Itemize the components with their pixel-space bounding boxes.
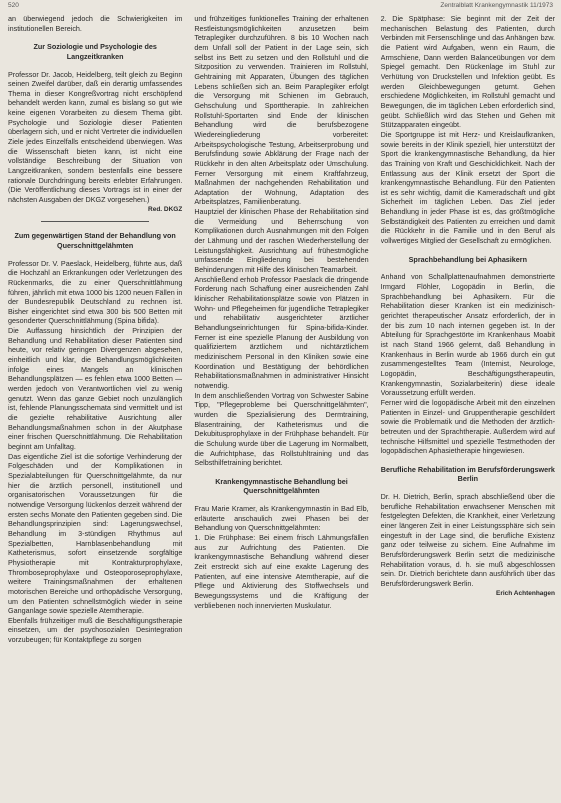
divider: [41, 221, 149, 222]
column-1: [8, 14, 182, 799]
paragraph: an überwiegend jedoch die Schwierigkeiten im institutionellen Bereich.: [8, 14, 183, 33]
section-heading: Berufliche Rehabilitation im Berufsförderungswerk Berlin: [380, 464, 555, 484]
paragraph: Professor Dr. Jacob, Heidelberg, teilt gleich zu Beginn seinen Zweifel darüber, daß ein derartig umfassendes Thema in dieser Kongreßvortrag nicht erschöpfend behandelt werden kann, zumal es bislang so gut wie keine eigenen Vorarbeiten zu diesem Thema gibt. Psychologie und Soziologie dieser Patienten überlagern sich, und er nicht Vertreter die individuellen Ziele jedes Einzelfalls entscheidend überwiegen. Was die Wissenschaft bieten kann, ist nicht eine vollständige Beschreibung der Situation von Langzeitkranken, sondern bestenfalls eine bessere rationale Durchdringung bereits erlebter Erfahrungen. (Die Veröffentlichung dieses Vortrags ist in einer der nächsten Ausgaben der DKGZ vorgesehen.): [8, 69, 183, 205]
section-heading: Zum gegenwärtigen Stand der Behandlung von Querschnittgelähmten: [14, 231, 176, 250]
column-3: [381, 14, 555, 799]
paragraph: 1. Die Frühphase: Bei einem frisch Lähmungsfällen aus zur Aufrichtung des Patienten. Die krankengymnastische Behandlung während dieser Zeit erstreckt sich auf eine exakte Lagerung des Patienten, auf eine intensive Atemtherapie, auf die Pflege und Aktivierung des Stoffwechsels und Bewegungssystems und die Kräftigung der verbliebenen noch innervierten Muskulatur.: [194, 533, 369, 610]
signature: Red. DKGZ: [148, 205, 183, 213]
section-heading: Krankengymnastische Behandlung bei Querschnittgelähmten: [215, 476, 348, 496]
text-columns: [8, 14, 555, 799]
paragraph: Das eigentliche Ziel ist die sofortige Verhinderung der Folgeschäden und der Komplikationen in Spezialabteilungen für Querschnittgelähmte, da nur hier die ärztlich personell, institutionell und organisatorischen Voraussetzungen für die notwendige Versorgung lückenlos derzeit während der ersten sechs Monate den Patienten gegeben sind. Die Behandlungsprinzipien sind: Lagerungswechsel, Behandlung im 3-stündigen Rhythmus auf Spezialbetten, Harnblasenbehandlung mit Katheterismus, sofort einsetzende sorgfältige Physiotherapie mit Kontrakturprophylaxe, Thromboseprophylaxe und Osteoporoseprophylaxe, weitere Trainingsmaßnahmen der erhaltenen motorischen Bereiche und orthopädische Versorgung, um den Patienten schnellstmöglich wieder in seine Ganganlage sowie spezielle Atemtherapie.: [8, 451, 183, 616]
page-header: [8, 2, 553, 12]
paragraph: Anschließend erhob Professor Paeslack die dringende Forderung nach Schaffung einer ausreichenden Zahl klinischer Rehabilitationsplätze sowie von Plätzen in Wohn- und Pflegeheimen für jugendliche Tetraplegiker und rehabilitativ ausgerichteter ärztlicher Behandlungseinrichtungen für Spina-bifida-Kinder. Ferner ist eine spezielle Planung der Ausbildung von qualifiziertem ärztlichem und nichtärztlichem medizinischem Personal in den Kliniken sowie eine Koordination und Bestätigung der behördlichen Rehabilitationsmaßnahmen in administrativer Hinsicht notwendig.: [194, 274, 369, 390]
column-2: [194, 14, 368, 799]
paragraph: Die Sportgruppe ist mit Herz- und Kreislaufkranken, sowie bereits in der Klinik speziell, hier unterstützt der Sport die krankengymnastische Behandlung, da hier das Training von Kraft und Geschicklichkeit. Nach der Entlassung aus der Klinik ersetzt der Sport die krankengymnastische Behandlung. Für den Patienten ist es sehr wichtig, damit die Kameradschaft und gibt Sicherheit im täglichen Leben. Das Ziel jeder Behandlung in jeder Phase ist es, das größtmögliche Selbständigkeit des Patienten zu erreichen und damit die Rückkehr in die Familie und in den Beruf als vollwertiges Mitglied der Gesellschaft zu ermöglichen.: [380, 129, 555, 246]
section-heading: Zur Soziologie und Psychologie des Langzeitkranken: [33, 42, 157, 61]
paragraph: Hauptziel der klinischen Phase der Rehabilitation sind die Vermeidung und Beherrschung von Komplikationen durch Ausnahmungen mit den Folgen der Lähmung und der raschen Wiederherstellung der Leistungsfähigkeit. Ausrichtung auf frühestmögliche umfassende Eingliederung bei bestehenden Behinderungen mit Hilfe des klinischen Teamarbeit.: [194, 207, 369, 275]
paragraph: und frühzeitiges funktionelles Training der erhaltenen Restleistungsmöglichkeiten anzusetzen beim Tetraplegiker durchzuführen. 8 bis 10 Wochen nach dem Unfall soll der Patient in der Lage sein, sich selbst ins Bett zu setzen und den Rollstuhl und die Sitzposition zu verwenden. Trainieren im Rollstuhl, Gehtraining mit Apparaten, Übungen des täglichen Lebens schließen sich an. Beim Paraplegiker erfolgt die Versorgung mit Schienen im Gebrauch, Gehschulung und Sporttherapie. In zahlreichen Rollstuhl-Sportarten sind Ende der klinischen Behandlung wird die berufsbezogene Wiedereingliederung vorbereitet: Arbeitspsychologische Testung, Arbeitserprobung und Berufsfindung sowie Abklärung der Frage nach der Rückkehr in den alten Arbeitsplatz oder Umschulung. Ferner Versorgung mit einem Kraftfahrzeug, Maßnahmen der nachgehenden Rehabilitation und Adaptation der Wohnung, Adaptation des Arbeitsplatzes, Familienberatung.: [194, 14, 369, 207]
section-heading: Sprachbehandlung bei Aphasikern: [408, 254, 527, 264]
author-signature: Erich Achtenhagen: [495, 589, 555, 597]
paragraph: Ebenfalls frühzeitiger muß die Beschäftigungstherapie einsetzen, um der psychosozialen Desintegration vorzubeugen; für Kontaktpflege zu sorgen: [8, 615, 183, 645]
page-number: 520: [8, 2, 19, 9]
paragraph: In dem anschließenden Vortrag von Schwester Sabine Tipp, "Pflegeprobleme bei Querschnittgelähmten", wurden die Spezialisierung des Dermtraining, Blasentraining, der Katheterismus und die Dekubitusprophylaxe in der Frühphase behandelt. Für die Schulung wurde über die Lagerung im Normalbett, die Aufrichtphase, das Rollstuhltraining und das Selbsthilfetraining berichtet.: [194, 390, 369, 468]
paragraph: Ferner wird die logopädische Arbeit mit den einzelnen Patienten in Einzel- und Gruppentherapie geschildert sowie die Problematik und die Methoden der ärztlich-betreuten und der Sprachtherapie. Außerdem wird auf technische Hilfsmittel und spezielle Testmethoden der logopädischen Aphasietherapie hingewiesen.: [380, 397, 555, 456]
paragraph: Anhand von Schallplattenaufnahmen demonstrierte Irmgard Flöhler, Logopädin in Berlin, die Sprachbehandlung bei Aphasikern. Für die Rehabilitation dieser Kranken ist ein medizinisch-gerichtet therapeutischer Ansatz erforderlich, der in der bis zum 10 nach internen gegeben ist. In der Abteilung für Sprachgestörte im Krankenhaus Moabit ist nach Stand 1966 gelernt, daß Behandlung in Krankenhaus in Berlin wurde ab 1966 durch ein gut zusammengestelltes Team (Internist, Neurologe, Logopädin, Beschäftigungstherapeutin, Krankengymnastin, Sozialarbeiterin) diese ideale Voraussetzung erfüllt werden.: [380, 272, 555, 398]
paragraph: Dr. H. Dietrich, Berlin, sprach abschließend über die berufliche Rehabilitation erwachsener Menschen mit festgelegten Defekten, die Krankheit, einer Verletzung einer längeren Zeit in einer Leistungssphäre sich sein eingestuft in der Lage sind, die berufliche Existenz ganz oder teilweise zu sichern. Eine Aufnahme im Berufsförderungswerk Berlin setzt die medizinische Rehabilitation voraus, d. h. sie muß abgeschlossen sein. Dr. Dietrich berichtete dann ausführlich über das Berufsförderungswerk Berlin.: [380, 492, 555, 588]
paragraph: Frau Marie Kramer, als Krankengymnastin in Bad Elb, erläuterte anschaulich zwei Phasen bei der Behandlung von Querschnittgelähmten:: [194, 504, 369, 533]
paragraph: Professor Dr. V. Paeslack, Heidelberg, führte aus, daß die Hochzahl an Erkrankungen oder Verletzungen des Rückenmarks, die zu einer Querschnittlähmung führen, jährlich mit etwa 1000 bis 1200 neuen Fällen in der Bundesrepublik Deutschland zu rechnen ist. Bisher eingerichtet sind etwa 300 bis 500 Betten mit gesonderter Querschnittlähmung (Spina bifida).: [8, 258, 183, 326]
paragraph: Die Auffassung hinsichtlich der Prinzipien der Behandlung und Rehabilitation dieser Patienten sind heute, vor relativ geringen Divergenzen abgesehen, einheitlich und klar, die Behandlungsmöglichkeiten infolge eines Mangels an klinischen Behandlungsplätzen — es fehlen etwa 1000 Betten — werden jedoch von Verantwortlichen viel zu wenig genutzt. Wenn das ganze Gebiet noch unzulänglich ist, fehlende Planungsschemata sind vermittelt und ist die gezielte rehabilitative Ausrichtung aller Behandlungsmaßnahmen schon in der Akutphase einer frischen Querschnittlähmung. Die Rehabilitation beginnt am Unfalltag.: [8, 326, 183, 451]
paragraph: 2. Die Spätphase: Sie beginnt mit der Zeit der mechanischen Belastung des Patienten, durch Verbinden mit Fersenschlinge und das Anhängen bzw. die Patient wird Aufgaben, wenn ein Raum, die Armschiene, Dann werden Balanceübungen vor dem Spiegel gemacht. Den Rückenlage im Stuhl zur Verhütung von Druckstellen und Infektion geübt. Es werden Gleichbewegungen geturnt. Gehen erschiedene Möglichkeiten, im Rollstuhl gemacht und Bewegungen, die im täglichen Leben erforderlich sind, geübt. Schließlich wird das Stehen und Gehen mit Stützapparaten eingeübt.: [380, 14, 555, 130]
journal-title: Zentralblatt Krankengymnastik 11/1973: [440, 2, 553, 9]
